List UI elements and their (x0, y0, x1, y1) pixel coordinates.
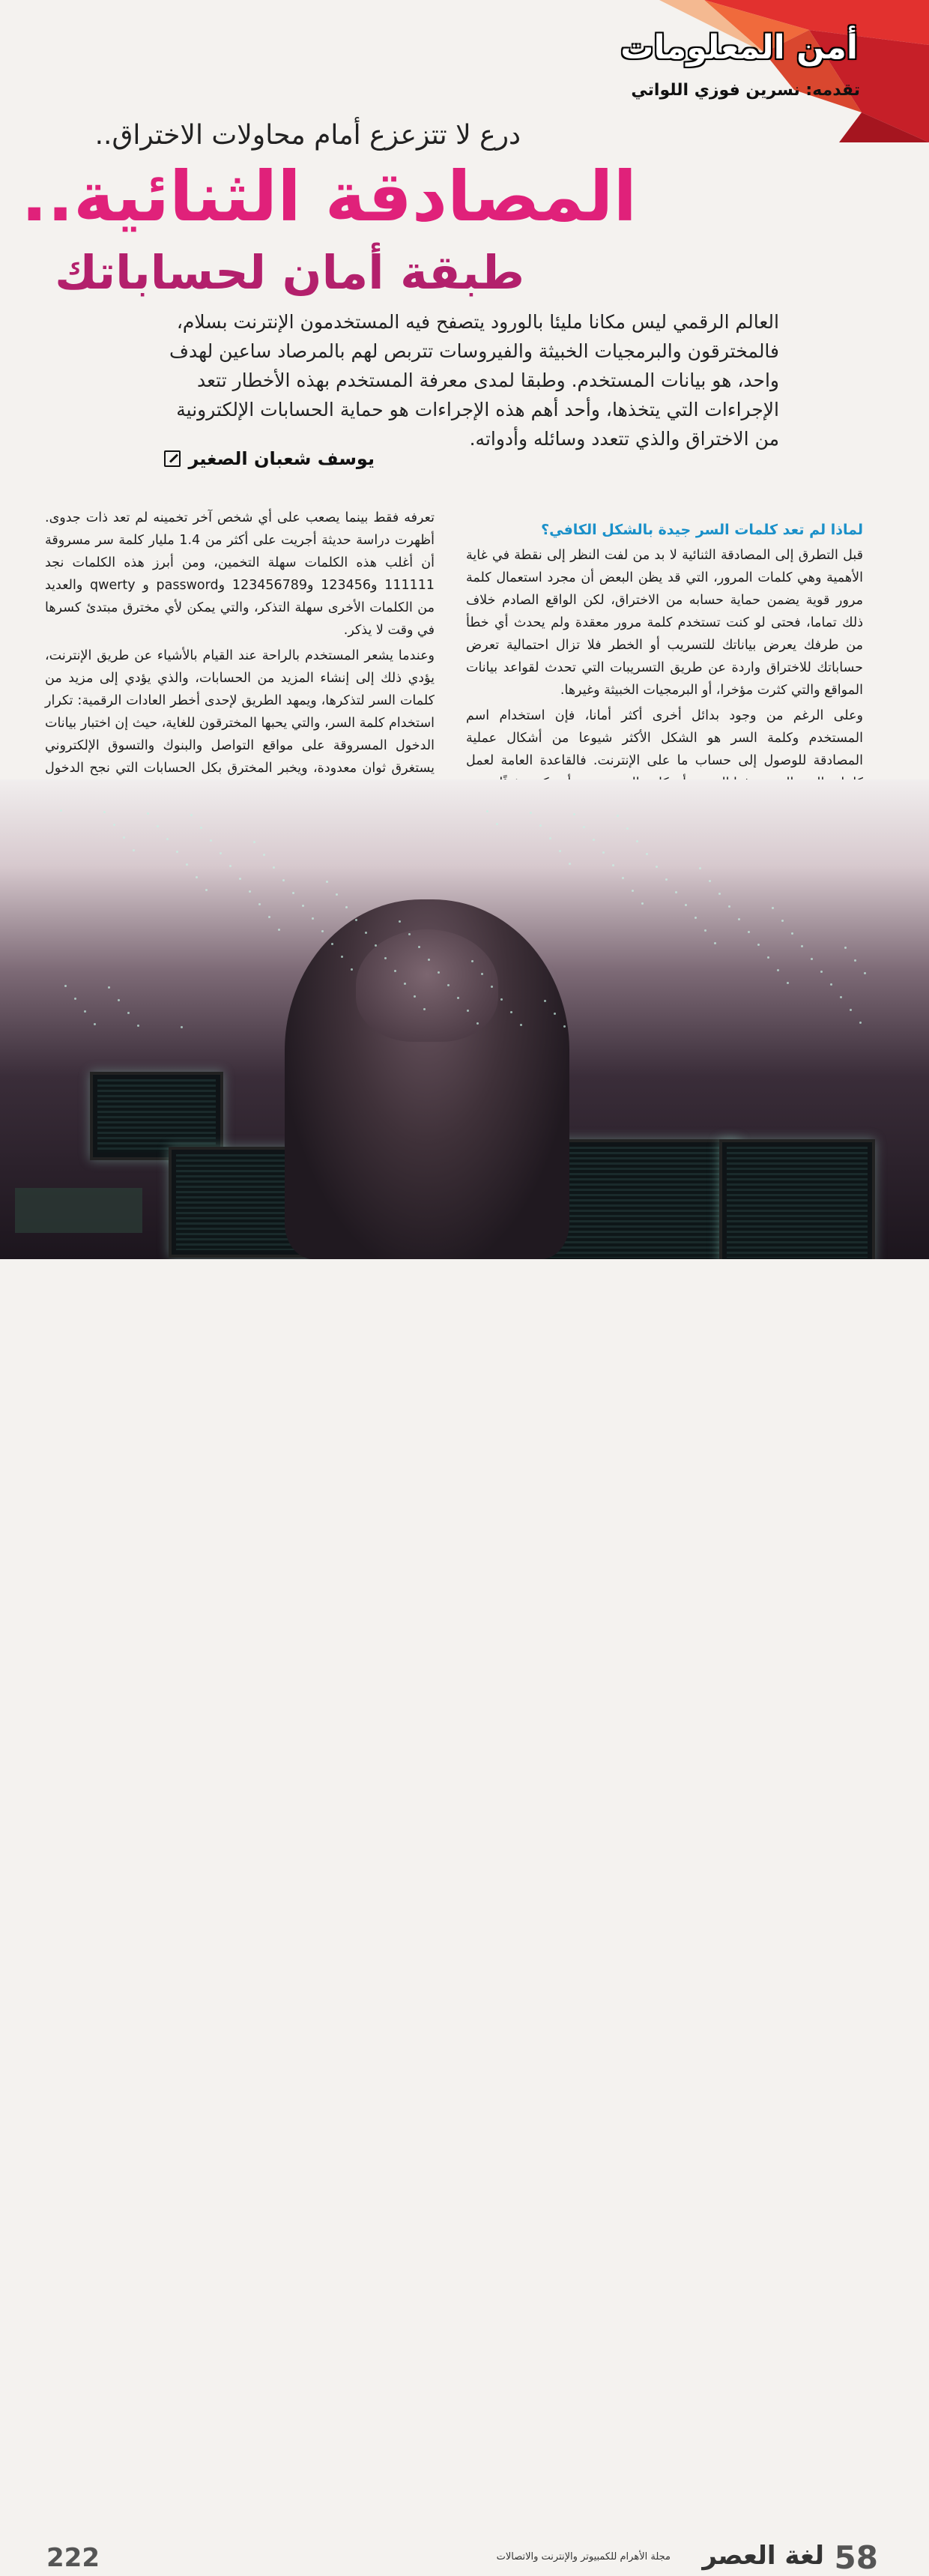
rack-light (341, 956, 343, 958)
right-column (466, 519, 863, 797)
rack-light (355, 919, 357, 921)
rack-light (205, 889, 208, 891)
rack-light (428, 959, 430, 961)
rack-light (375, 944, 377, 947)
world-map-screen (15, 1188, 142, 1233)
rack-light (767, 956, 769, 959)
rack-light (64, 985, 67, 987)
rack-light (365, 932, 367, 934)
rack-light (563, 1025, 566, 1028)
rack-light (404, 983, 406, 985)
presenter-credit: تقدمه: نسرين فوزي اللواتي (631, 81, 860, 100)
rack-light (569, 863, 571, 865)
paragraph: تعرفه فقط بينما يصعب على أي شخص آخر تخمينه لم تعد ذات جدوى. أظهرت دراسة حديثة أجريت على أكثر من 1.4 مليار كلمة سر مسروقة أن أغلب هذه الكلمات سهلة التخمين، ومن أبرز هذه الكلمات نجد 111111 و123456 و123456789 وpassword و qwerty والعديد من الكلمات الأخرى سهلة التذكر، والتي يمكن لأي مخترق مبتدئ كسرها في وقت لا يذكر. (45, 510, 435, 638)
monitor (719, 1139, 875, 1259)
rack-light (830, 983, 832, 986)
rack-light (772, 907, 774, 909)
rack-light (253, 841, 255, 843)
rack-light (612, 864, 614, 866)
paragraph: وعلى الرغم من وجود بدائل أخرى أكثر أمانا، فإن استخدام اسم المستخدم وكلمة السر هو الشكل الأكثر شيوعا من أشكال عملية المصادقة للوصول إلى حساب ما على الإنترنت. فالقاعدة العامة لعمل (466, 708, 863, 768)
paragraph: قبل التطرق إلى المصادقة الثنائية لا بد من لفت النظر إلى نقطة في غاية الأهمية وهي كلمات المرور، التي قد يظن البعض أن مجرد استعمال كلمة مرور قوية يضمن حماية حسابه من الاختراق، لكن الواقع الصادم خلاف ذلك تماما، فحتى لو كنت تستخدم كلمة مرور معقدة ولم يحدث أي خطأ من طرفك يعرض بياناتك للتسريب أو الخطر فلا تزال احتمالية تعرض حساباتك للاختراق واردة عن طريق التسريبات التي تحدث لقواعد بيانات المواقع والتي كثرت مؤخرا، أو البرمجيات الخبيثة وغيرها. (466, 548, 863, 698)
rack-light (539, 824, 542, 827)
rack-light (127, 1012, 130, 1014)
rack-light (685, 904, 687, 906)
rack-light (844, 947, 847, 949)
rack-light (820, 971, 823, 973)
rack-light (60, 809, 62, 812)
rack-light (176, 851, 178, 853)
rack-light (239, 878, 241, 880)
author-name: يوسف شعبان الصغير (188, 448, 375, 469)
rack-light (312, 917, 314, 920)
rack-light (544, 1000, 546, 1002)
rack-light (399, 920, 401, 923)
rack-light (791, 932, 793, 935)
pencil-icon (164, 450, 181, 467)
rack-light (166, 838, 169, 840)
rack-light (249, 890, 251, 893)
magazine-name: لغة العصر (702, 2541, 824, 2571)
rack-light (491, 986, 493, 988)
article-headline: المصادقة الثنائية.. (21, 157, 637, 237)
decorative-polygons (614, 0, 929, 142)
rack-light (351, 968, 353, 971)
rack-light (467, 1010, 469, 1012)
rack-light (103, 811, 106, 813)
page-number: 222 (46, 2543, 100, 2573)
rack-light (137, 1025, 139, 1027)
rack-light (200, 827, 202, 829)
page-number: 58 (834, 2539, 878, 2576)
rack-light (384, 957, 387, 959)
rack-light (811, 958, 813, 960)
rack-light (263, 854, 265, 856)
rack-light (282, 879, 285, 881)
rack-light (695, 917, 697, 919)
rack-light (748, 931, 750, 933)
rack-light (859, 1022, 862, 1024)
rack-light (423, 1008, 426, 1010)
rack-light (728, 905, 730, 908)
rack-light (510, 1011, 512, 1013)
rack-light (408, 933, 411, 935)
rack-light (709, 880, 711, 882)
article-intro: العالم الرقمي ليس مكانا مليئا بالورود يتصفح فيه المستخدمون الإنترنت بسلام، فالمخترقون والبرمجيات الخبيثة والفيروسات تتربص لهم بالمرصاد ساعين لهدف واحد، هو بيانات المستخدم. وطبقا لمدى معرفة المستخدم بهذه الأخطار تتعد الإجراءات التي يتخذها، وأحد أهم هذه الإجراءات هو حماية الحسابات الإلكترونية من الاختراق والذي تتعدد وسائله وأدواته. (169, 311, 779, 450)
rack-light (147, 812, 149, 815)
rack-light (481, 973, 483, 975)
rack-light (530, 812, 532, 814)
author-byline (164, 448, 375, 469)
magazine-description: مجلة الأهرام للكمبيوتر والإنترنت والاتصالات (496, 2551, 671, 2563)
rack-light (196, 876, 198, 878)
rack-light (123, 836, 125, 839)
rack-light (186, 863, 188, 866)
rack-light (210, 839, 212, 842)
rack-light (559, 850, 561, 852)
rack-light (278, 929, 280, 931)
rack-light (438, 971, 440, 974)
rack-light (181, 1026, 183, 1028)
rack-light (781, 920, 784, 922)
rack-light (801, 945, 803, 947)
hooded-figure (285, 899, 569, 1259)
rack-light (345, 906, 348, 908)
rack-light (394, 970, 396, 972)
footer (0, 1267, 929, 2576)
rack-light (302, 905, 304, 907)
rack-light (632, 890, 634, 892)
rack-light (457, 997, 459, 999)
rack-light (133, 849, 135, 851)
hacker-photo (0, 779, 929, 1259)
rack-light (704, 929, 706, 932)
rack-light (840, 996, 842, 998)
rack-light (626, 827, 629, 830)
rack-light (94, 1023, 96, 1025)
rack-light (496, 823, 498, 825)
rack-light (108, 986, 110, 989)
paragraph: وعندما يشعر المستخدم بالراحة عند القيام بالأشياء عن طريق الإنترنت، يؤدي ذلك إلى إنشاء المزيد من الحسابات، والذي يؤدي إلى مزيد من كلمات السر لتذكرها، ويمهد الطريق لإحدى أخطر العادات الرقمية: تكرار استخدام كلمة السر، والتي يحبها المخترقون للغاية، حيث إن اختبار بيانات الدخول المسروقة على مواقع التواصل والبنوك والتسوق الإلكتروني يستغرق ثوان معدودة، ويخبر المخترق بكل الحسابات التي نجح الدخول (45, 648, 435, 776)
rack-light (273, 866, 275, 869)
rack-light (229, 865, 232, 867)
rack-light (292, 892, 294, 894)
rack-light (74, 998, 76, 1000)
rack-light (554, 1013, 556, 1015)
rack-light (220, 852, 222, 854)
rack-light (520, 1024, 522, 1026)
left-column (45, 507, 435, 805)
rack-light (258, 903, 261, 905)
rack-light (414, 995, 416, 998)
rack-light (646, 853, 648, 855)
rack-light (418, 946, 420, 948)
rack-light (777, 969, 779, 971)
rack-light (447, 984, 450, 986)
rack-light (549, 837, 551, 839)
rack-light (854, 959, 856, 962)
rack-light (583, 826, 585, 828)
rack-light (699, 867, 701, 869)
rack-light (641, 902, 644, 905)
rack-light (321, 930, 324, 932)
rack-light (593, 839, 595, 841)
rack-light (787, 982, 789, 984)
rack-light (617, 815, 619, 817)
rack-light (268, 916, 270, 918)
rack-light (118, 999, 120, 1001)
rack-light (326, 881, 328, 883)
rack-light (656, 866, 658, 868)
rack-light (331, 943, 333, 945)
rack-light (602, 851, 605, 854)
article-subheadline: طبقة أمان لحساباتك (55, 245, 524, 300)
rack-light (718, 893, 721, 895)
rack-light (675, 891, 677, 893)
rack-light (573, 813, 575, 815)
column-heading: لماذا لم تعد كلمات السر جيدة بالشكل الكافي؟ (541, 522, 863, 538)
rack-light (157, 825, 159, 827)
rack-light (622, 877, 624, 879)
rack-light (757, 944, 760, 946)
rack-light (336, 893, 338, 896)
rack-light (636, 840, 638, 842)
rack-light (864, 972, 866, 974)
article-kicker: درع لا تتزعزع أمام محاولات الاختراق.. (94, 120, 521, 151)
rack-light (500, 998, 503, 1001)
section-title: أمن المعلومات (620, 28, 858, 67)
rack-light (113, 824, 115, 826)
rack-light (190, 814, 193, 816)
rack-light (714, 942, 716, 944)
rack-light (486, 810, 488, 812)
rack-light (665, 878, 668, 881)
rack-light (471, 960, 473, 962)
rack-light (850, 1009, 852, 1011)
rack-light (738, 918, 740, 920)
rack-light (84, 1010, 86, 1013)
rack-light (476, 1022, 479, 1025)
